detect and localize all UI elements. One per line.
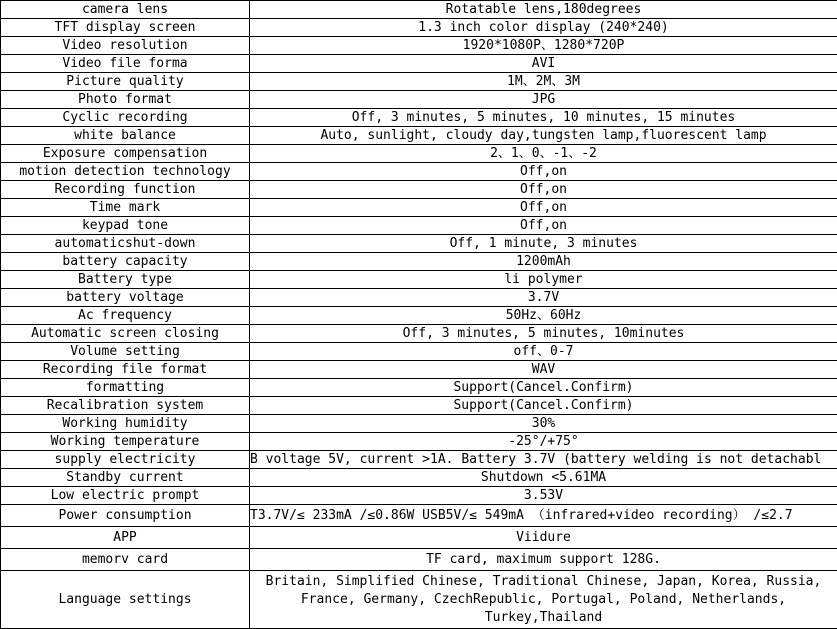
spec-label: motion detection technology: [1, 163, 250, 181]
spec-value: off、0-7: [250, 343, 837, 361]
spec-value: Off,on: [250, 199, 837, 217]
table-row: [1, 451, 837, 469]
spec-value: Britain, Simplified Chinese, Traditional Chinese, Japan, Korea, Russia, France, Germany, CzechRepublic, Portugal, Poland, Netherlands, Turkey,Thailand: [250, 571, 837, 629]
spec-label: Time mark: [1, 199, 250, 217]
table-row: [1, 307, 837, 325]
spec-label: TFT display screen: [1, 19, 250, 37]
table-row: [1, 325, 837, 343]
spec-label: Low electric prompt: [1, 487, 250, 505]
table-row: [1, 127, 837, 145]
spec-label: Standby current: [1, 469, 250, 487]
spec-label: Battery type: [1, 271, 250, 289]
spec-value: Support(Cancel.Confirm): [250, 397, 837, 415]
spec-value: 2、1、0、-1、-2: [250, 145, 837, 163]
table-row: [1, 415, 837, 433]
spec-label: Video resolution: [1, 37, 250, 55]
spec-label: formatting: [1, 379, 250, 397]
spec-value: li polymer: [250, 271, 837, 289]
spec-value: JPG: [250, 91, 837, 109]
spec-value: 3.53V: [250, 487, 837, 505]
spec-value: 3.7V: [250, 289, 837, 307]
spec-value: 1200mAh: [250, 253, 837, 271]
spec-value: -25°/+75°: [250, 433, 837, 451]
spec-label: Working temperature: [1, 433, 250, 451]
table-row: [1, 289, 837, 307]
spec-label: Language settings: [1, 571, 250, 629]
spec-label: white balance: [1, 127, 250, 145]
spec-label: Volume setting: [1, 343, 250, 361]
spec-value: 1M、2M、3M: [250, 73, 837, 91]
spec-label: automaticshut-down: [1, 235, 250, 253]
spec-value: Off,on: [250, 217, 837, 235]
spec-label: Automatic screen closing: [1, 325, 250, 343]
table-row: [1, 163, 837, 181]
spec-label: supply electricity: [1, 451, 250, 469]
spec-value: Viidure: [250, 527, 837, 549]
table-row: [1, 37, 837, 55]
spec-label: battery voltage: [1, 289, 250, 307]
spec-value: TF card, maximum support 128G.: [250, 549, 837, 571]
spec-label: Picture quality: [1, 73, 250, 91]
spec-value: Off, 1 minute, 3 minutes: [250, 235, 837, 253]
table-row: [1, 469, 837, 487]
spec-label: keypad tone: [1, 217, 250, 235]
spec-label: Recalibration system: [1, 397, 250, 415]
table-row: [1, 55, 837, 73]
table-row: [1, 343, 837, 361]
table-row: [1, 217, 837, 235]
spec-value: Off, 3 minutes, 5 minutes, 10minutes: [250, 325, 837, 343]
table-row: [1, 181, 837, 199]
spec-label: Exposure compensation: [1, 145, 250, 163]
table-row: [1, 19, 837, 37]
spec-value: 30%: [250, 415, 837, 433]
spec-value: Off,on: [250, 163, 837, 181]
table-row: [1, 271, 837, 289]
spec-value: Support(Cancel.Confirm): [250, 379, 837, 397]
spec-value: B voltage 5V, current >1A. Battery 3.7V (battery welding is not detachabl: [250, 451, 837, 469]
spec-value: Shutdown <5.61MA: [250, 469, 837, 487]
spec-value: 50Hz、60Hz: [250, 307, 837, 325]
spec-value: 1920*1080P、1280*720P: [250, 37, 837, 55]
table-row: [1, 109, 837, 127]
spec-label: battery capacity: [1, 253, 250, 271]
spec-value: Off, 3 minutes, 5 minutes, 10 minutes, 15 minutes: [250, 109, 837, 127]
spec-value: AVI: [250, 55, 837, 73]
spec-value: Rotatable lens,180degrees: [250, 1, 837, 19]
spec-label: APP: [1, 527, 250, 549]
table-row: [1, 505, 837, 527]
table-row: [1, 73, 837, 91]
table-row: [1, 361, 837, 379]
spec-label: Recording function: [1, 181, 250, 199]
table-row: [1, 199, 837, 217]
spec-value: WAV: [250, 361, 837, 379]
spec-label: Recording file format: [1, 361, 250, 379]
table-row: [1, 527, 837, 549]
spec-label: Photo format: [1, 91, 250, 109]
spec-label: memorv card: [1, 549, 250, 571]
spec-label: Cyclic recording: [1, 109, 250, 127]
spec-label: Working humidity: [1, 415, 250, 433]
spec-value: Auto, sunlight, cloudy day,tungsten lamp,fluorescent lamp: [250, 127, 837, 145]
spec-value: T3.7V/≤ 233mA /≤0.86W USB5V/≤ 549mA （infrared+video recording） /≤2.7: [250, 505, 837, 527]
table-row: [1, 379, 837, 397]
table-row: [1, 145, 837, 163]
spec-label: Power consumption: [1, 505, 250, 527]
spec-value: 1.3 inch color display (240*240): [250, 19, 837, 37]
table-row: [1, 549, 837, 571]
table-row: [1, 253, 837, 271]
spec-label: camera lens: [1, 1, 250, 19]
table-row: [1, 571, 837, 629]
spec-value: Off,on: [250, 181, 837, 199]
table-row: [1, 1, 837, 19]
table-row: [1, 91, 837, 109]
table-row: [1, 235, 837, 253]
table-row: [1, 487, 837, 505]
table-row: [1, 433, 837, 451]
spec-label: Ac frequency: [1, 307, 250, 325]
table-row: [1, 397, 837, 415]
spec-label: Video file forma: [1, 55, 250, 73]
